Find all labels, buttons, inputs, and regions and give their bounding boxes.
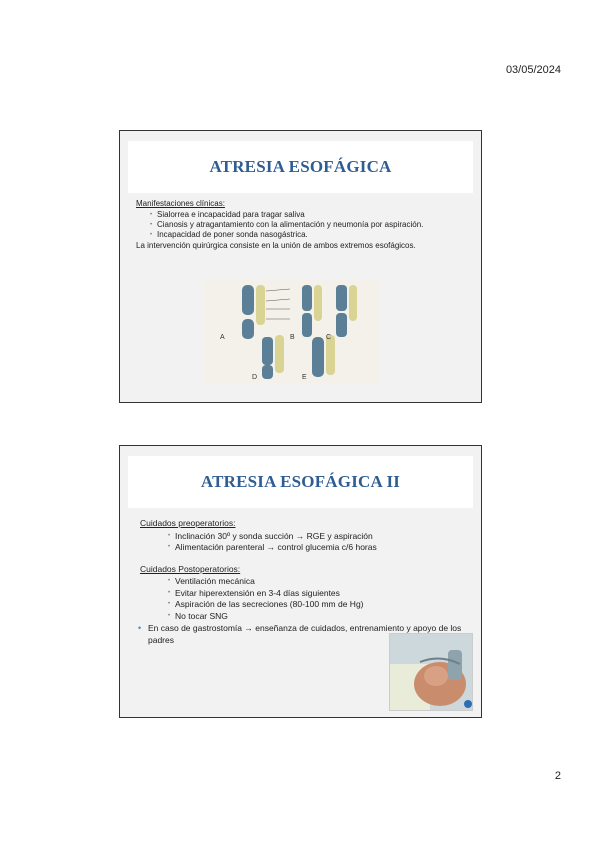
- atresia-type-d: [262, 335, 284, 379]
- symptom-list: [150, 210, 469, 240]
- atresia-type-b: [302, 285, 322, 337]
- list-item: • Aspiración de las secreciones (80-100 mm de Hg): [168, 599, 471, 611]
- slide-1-body: [136, 199, 469, 251]
- infant-photo-illustration: [390, 634, 473, 711]
- document-date: 03/05/2024: [505, 64, 561, 76]
- list-item: • Evitar hiperextensión en 3-4 días siguientes: [168, 588, 471, 600]
- slide-title-band: [128, 141, 473, 193]
- page-number: 2: [554, 770, 561, 782]
- list-item: • Cianosis y atragantamiento con la alimentación y neumonía por aspiración.: [150, 220, 469, 230]
- postoperative-heading: Cuidados Postoperatorios:: [140, 563, 241, 574]
- slide-title-band: [128, 456, 473, 508]
- esophageal-atresia-types-figure: [204, 279, 379, 383]
- atresia-type-c: [336, 285, 357, 337]
- figure-label-d: D: [252, 374, 258, 381]
- figure-label-a: A: [220, 334, 225, 341]
- list-item: • Alimentación parenteral → control glucemia c/6 horas: [168, 542, 471, 554]
- figure-label-e: E: [302, 374, 307, 381]
- list-item: • Inclinación 30º y sonda succión → RGE y aspiración: [168, 531, 471, 543]
- gastrostomy-note: • En caso de gastrostomía → enseñanza de cuidados, entrenamiento y apoyo de los padres: [134, 623, 471, 646]
- slide-1: [119, 130, 482, 403]
- slide-1-title: ATRESIA ESOFÁGICA: [209, 157, 392, 176]
- atresia-type-e: [312, 335, 335, 377]
- surgery-paragraph: La intervención quirúrgica consiste en la unión de ambos extremos esofágicos.: [136, 241, 416, 250]
- section-heading: Manifestaciones clínicas:: [136, 199, 225, 208]
- preoperative-heading: Cuidados preoperatorios:: [140, 518, 236, 528]
- infant-care-photo: [389, 633, 473, 711]
- slide-2-title: ATRESIA ESOFÁGICA II: [200, 472, 401, 491]
- list-item: • Sialorrea e incapacidad para tragar saliva: [150, 210, 469, 220]
- list-item: • No tocar SNG: [168, 611, 471, 623]
- atresia-type-a: [242, 285, 290, 339]
- list-item: • Ventilación mecánica: [168, 576, 471, 588]
- slide-2: [119, 445, 482, 718]
- figure-label-c: C: [326, 334, 332, 341]
- preoperative-list: [168, 531, 471, 554]
- slide-2-body: [140, 518, 471, 646]
- figure-label-b: B: [290, 334, 295, 341]
- postoperative-list: [168, 576, 471, 622]
- atresia-diagram: [204, 279, 379, 383]
- list-item: • Incapacidad de poner sonda nasogástrica.: [150, 230, 469, 240]
